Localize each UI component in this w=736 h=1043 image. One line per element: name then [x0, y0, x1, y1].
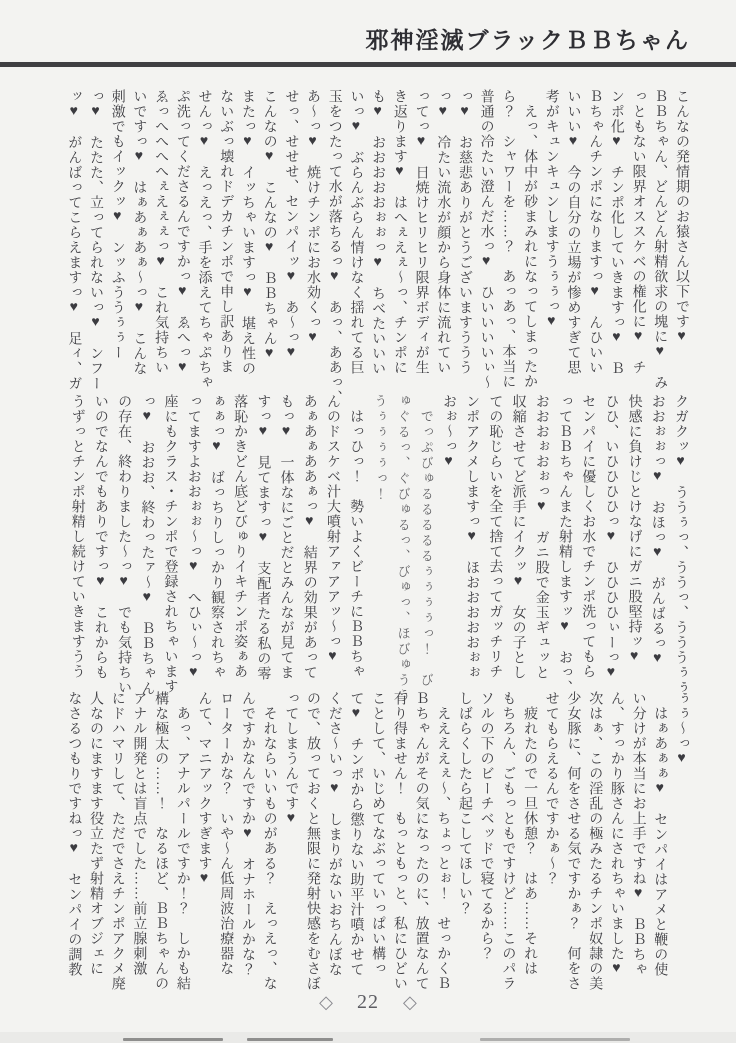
text-column: 刺激でもイックッ♥ ンッふううぅぅー — [109, 89, 125, 360]
text-column: なさるつもりですねっ♥ センパイの調教 — [66, 691, 82, 977]
text-column: ゅぐるっ、ぐびゅるっ、びゅっ、ほびゅうう — [394, 394, 410, 704]
text-column: すっ♥ 見てますっ♥ 支配者たる私の零 — [255, 394, 271, 681]
text-column: またっ♥ イッちゃいますっ♥ 堪え性の — [239, 89, 255, 376]
text-column: Ｂちゃんがその気になったのに、放置なんて — [413, 691, 429, 991]
text-column: ッ♥ がんばってこらえますっ♥ 足ィ、ガ — [66, 89, 82, 391]
text-column: っ♥ たたた、立ってられないっ♥ ンフー — [88, 89, 104, 391]
text-column: クガクッ♥ ううぅっ、ううっ、うううぅぅ — [673, 394, 688, 695]
text-column: て♥ チンポから懲りない助平汁噴かせて — [348, 691, 364, 977]
text-column: ええええぇ～、ちょっとぉ！ せっかくＢ — [435, 691, 451, 991]
scan-edge-mark — [123, 1038, 223, 1041]
text-column: っ♥ お慈悲ありがとうございますううう — [456, 89, 472, 375]
text-column: 玉をつたって水が落ちるっ♥ あっ、ああっ、 — [326, 89, 342, 405]
text-column: っともない限界オススケベの権化に♥ チ — [630, 89, 646, 375]
text-column: ゑっへへへへぇえぇぇっ♥ これ気持ちい — [153, 89, 169, 375]
title-divider — [0, 62, 736, 67]
text-column: 少女豚に、何をさせる気ですかぁ？ 何をさ — [565, 691, 581, 991]
scan-edge-mark — [480, 1038, 630, 1041]
text-block-1 — [63, 89, 692, 405]
text-column: ソルの下のビーチベッドで寝てるから？ — [478, 691, 494, 961]
text-column: 次はぁ、この淫乱の極みたるチンポ奴隷の美 — [587, 691, 603, 991]
text-column: せっ、せせせ、センパイッ♥ あ～っ♥ — [283, 89, 299, 361]
text-column: もちろん、ごもっともですけど……このパラ — [500, 691, 516, 991]
text-column: うぅぅぅぅっ！ — [371, 394, 387, 503]
text-column: 座にもクラス・チンポで登録されちゃいます — [162, 394, 178, 694]
text-column: ってっ♥ 日焼けヒリヒリ限界ボディが生 — [413, 89, 429, 375]
text-column: ての恥じらいを全て捨て去ってガッチリチ — [487, 394, 503, 679]
text-column: っ♥ 冷たい流水が顔から身体に流れてい — [435, 89, 451, 375]
text-column: 収縮させてど派手にイクッ♥ 女の子とし — [510, 394, 526, 680]
text-column: んですかなんですか♥ オナホールかな？ — [239, 691, 255, 977]
text-column: ぷ洗ってくださるんですかっ♥ ゑへっ♥ — [174, 89, 190, 376]
text-column: こんなの♥ こんなの♥ ＢＢちゃん♥ — [261, 89, 277, 362]
text-column: ってますよおおぉぉ～っ♥ へひぃ～っ♥ — [185, 394, 201, 681]
text-column: 考がキュンキュンしますうぅぅっ♥ — [543, 89, 559, 330]
text-column: ら？ シャワーを……？ あっあっ、本当に — [500, 89, 516, 389]
page-bottom-edge — [0, 1032, 736, 1043]
text-column: 落恥かきどん底どびゅりイキチンポ姿ぁあ — [232, 394, 248, 679]
text-column: うずっとチンポ射精し続けていきますうう — [69, 394, 85, 679]
text-column: アナル開発とは盲点でした……前立腺刺激 — [131, 691, 147, 976]
text-column: い分けが本当にお上手ですね♥ ＢＢちゃ — [630, 691, 646, 977]
text-column: 快感に負けじとけなげにガニ股堅持ッ♥ — [626, 394, 642, 665]
text-column: ん、すっかり豚さんにされちゃいました♥ — [608, 691, 624, 977]
text-column: 疲れたので一旦休憩？ はあ……それは — [522, 691, 538, 976]
text-column: それならいいものがある？ えっえっ、な — [261, 691, 277, 991]
text-column: くださ～いっ♥ しまりがないおちんぼな — [326, 691, 342, 977]
text-column: はっひっ！ 勢いよくビーチにＢＢちゃ — [348, 394, 364, 679]
text-column: の存在、終わりました～っ♥ でも気持ちい — [116, 394, 132, 695]
text-column: 構な極太の……！ なるほど、ＢＢちゃんの — [153, 691, 169, 991]
text-column: んて、マニアックすぎます♥ — [196, 691, 212, 887]
text-column: おおぉぉっ♥ おほっ♥ がんばるっ♥ — [649, 394, 665, 667]
text-column: 人なのにますます役立たず射精オブジェに — [88, 691, 104, 976]
text-column: ぁぁっ♥ ばっちりしっかり観察されちゃ — [208, 394, 224, 680]
text-column: 有り得ません！ もっともっと、私にひどい — [391, 691, 407, 991]
text-column: 普通の冷たい澄んだ水っ♥ ひいいいいぃ～ — [478, 89, 494, 390]
text-column: いですっ♥ はぁあぁあぁ～っ♥ こんな — [131, 89, 147, 376]
text-column: えっ、体中が砂まみれになってしまったか — [522, 89, 538, 389]
text-column: おぉ～っ♥ — [440, 394, 456, 470]
footer-diamond-right-icon: ◇ — [403, 992, 417, 1012]
text-column: でっぷびゅるるるるるぅぅぅぅっ！ び — [417, 394, 433, 689]
text-column: んのドスケベ汁大噴射アァアアッ～っ♥ — [324, 394, 340, 665]
text-column: おおおぉおぉっ♥ ガニ股で金玉ギュッと — [533, 394, 549, 680]
text-column: ンポ化♥ チンポ化していきますっ♥ Ｂ — [608, 89, 624, 376]
text-column: ので、放っておくと無限に発射快感をむさぼ — [305, 691, 321, 991]
text-column: もっ♥ 一体なにごとだとみんなが見てま — [278, 394, 294, 680]
page-title: 邪神淫滅ブラックＢＢちゃん — [365, 28, 690, 53]
text-column: ンポアクメしますっ♥ ほおおおおおぉぉ — [464, 394, 480, 680]
text-column: ぅぅ～っ♥ — [674, 691, 689, 767]
footer-diamond-left-icon: ◇ — [319, 992, 333, 1012]
text-column: はぁあぁぁ♥ センパイはアメと鞭の使 — [652, 691, 668, 977]
text-column: しばらくしたら起こしてほしい？ — [456, 691, 472, 916]
text-column: き返ります♥ はへぇえぇ～っ、チンポに — [391, 89, 407, 375]
text-column: あっ、アナルパールですか！？ しかも結 — [174, 691, 190, 991]
text-column: ＢＢちゃん、どんどん射精欲求の塊に♥ み — [652, 89, 668, 390]
text-column: いのでなんでもありですっ♥ これからも — [92, 394, 108, 680]
text-column: あぁあぁああぁっ♥ 結界の効果があって — [301, 394, 317, 680]
page-footer — [0, 992, 736, 1012]
text-column: ことして、いじめてなぶっていっぱい構っ — [370, 691, 386, 976]
scan-edge-mark — [247, 1038, 333, 1041]
text-column: ないぶっ壊れドデカチンポで申し訳ありま — [218, 89, 234, 374]
text-column: いっ♥ ぶらんぶらん情けなく揺れてる巨 — [348, 89, 364, 375]
text-column: ひひ、いひひひひっ♥ ひひひひぃーっ♥ — [603, 394, 619, 681]
text-column: ってＢＢちゃんまた射精しますッ♥ おっ、 — [556, 394, 572, 695]
text-column: こんなの発情期のお猿さん以下です♥ — [674, 89, 689, 345]
text-column: ってしまうんです♥ — [283, 691, 299, 827]
text-block-3 — [63, 691, 692, 993]
text-column: も♥ おおおおおぉぉっ♥ ちべたいいい — [370, 89, 386, 376]
text-column: せんっ♥ えっえっ、手を添えてちゃぷちゃ — [196, 89, 212, 390]
text-column: ローターかな？ いや～ん低周波治療器な — [218, 691, 234, 976]
page-number: 22 — [357, 991, 379, 1013]
text-column: いいい♥ 今の自分の立場が惨めすぎて思 — [565, 89, 581, 375]
text-column: にドハマリして、ただでさえチンポアクメ廃 — [109, 691, 125, 991]
text-column: あ～っ♥ 焼けチンポにお水効くっ♥ — [305, 89, 321, 346]
text-block-2 — [66, 394, 692, 704]
text-column: っ♥ おおお、終わったァ～♥ ＢＢちゃん — [139, 394, 155, 696]
text-column: せてもらえるんですかぁ～？ — [543, 691, 559, 886]
text-column: Ｂちゃんチンポになりますっ♥ んひいい — [587, 89, 603, 375]
text-column: センパイに優しくお水でチンポ洗ってもら — [580, 394, 596, 679]
